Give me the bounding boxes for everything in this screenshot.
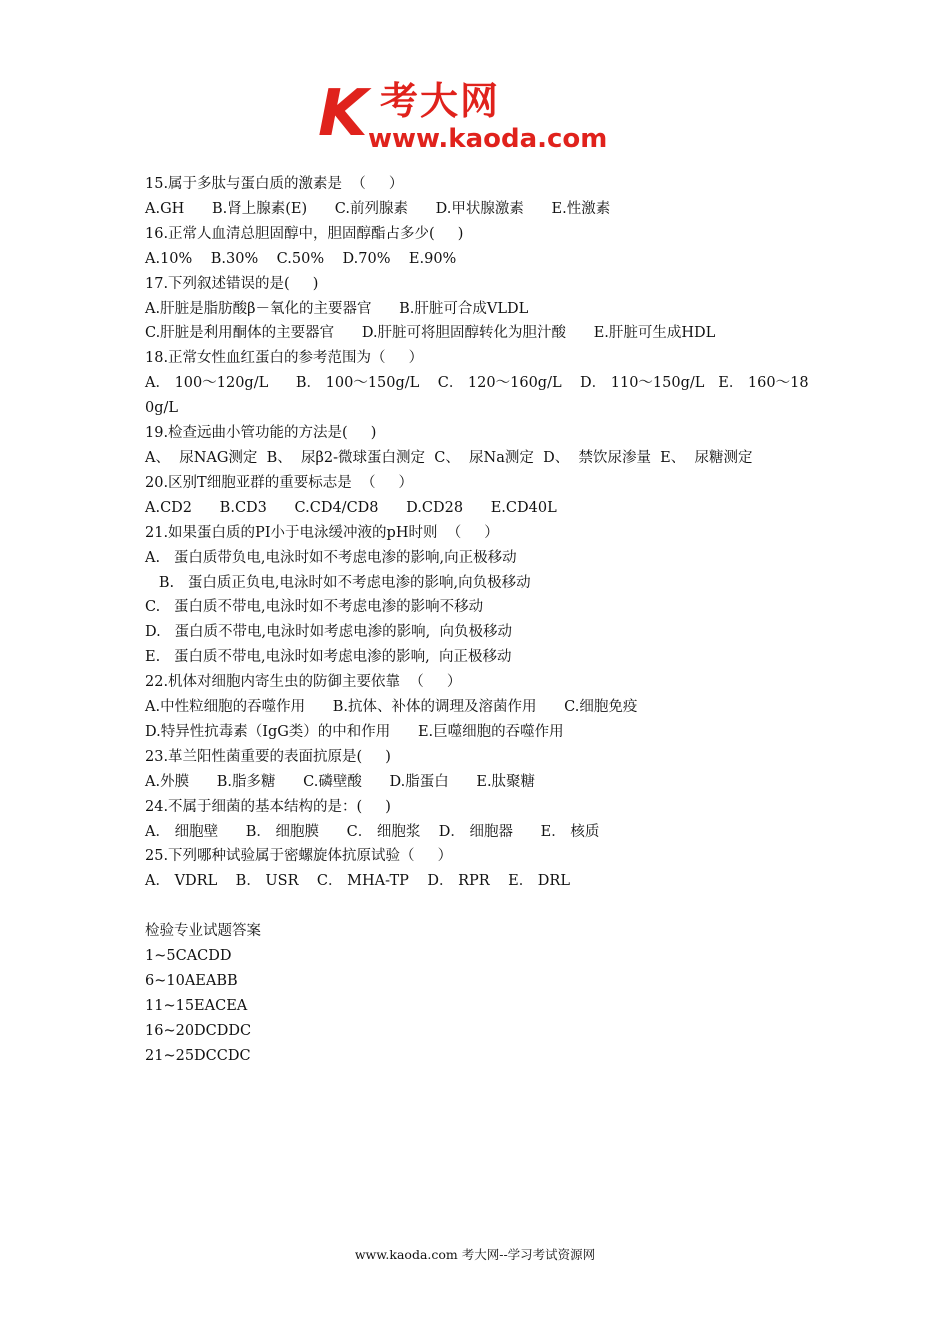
question-stem: 25.下列哪种试验属于密螺旋体抗原试验（ ）	[145, 848, 453, 865]
question-stem: 20.区别T细胞亚群的重要标志是 （ ）	[145, 474, 413, 491]
question-stem: 16.正常人血清总胆固醇中，胆固醇酯占多少( )	[145, 225, 464, 242]
question-options: B. 蛋白质正负电,电泳时如不考虑电渗的影响,向负极移动	[145, 574, 531, 591]
question-stem: 24.不属于细菌的基本结构的是：( )	[145, 798, 391, 815]
question-options: A.外膜 B.脂多糖 C.磷壁酸 D.脂蛋白 E.肽聚糖	[145, 773, 536, 790]
logo-url: www.kaoda.com	[368, 124, 608, 154]
question-options: C.肝脏是利用酮体的主要器官 D.肝脏可将胆固醇转化为胆汁酸 E.肝脏可生成HDL	[145, 325, 716, 342]
section-gap	[145, 894, 810, 919]
exam-content	[145, 172, 810, 1069]
question-options: E. 蛋白质不带电,电泳时如考虑电渗的影响, 向正极移动	[145, 649, 512, 666]
question-options: C. 蛋白质不带电,电泳时如不考虑电渗的影响不移动	[145, 599, 484, 616]
question-options: A.GH B.肾上腺素(E) C.前列腺素 D.甲状腺激素 E.性激素	[145, 200, 611, 217]
question-options: A、 尿NAG测定 B、 尿β2-微球蛋白测定 C、 尿Na测定 D、 禁饮尿渗量 E、 尿糖测定	[145, 449, 753, 466]
question-stem: 23.革兰阳性菌重要的表面抗原是( )	[145, 748, 391, 765]
question-stem: 22.机体对细胞内寄生虫的防御主要依靠 （ ）	[145, 674, 462, 691]
answer-list	[145, 944, 810, 1069]
answer-line: 16~20DCDDC	[145, 1022, 252, 1039]
answer-line: 11~15EACEA	[145, 997, 248, 1014]
logo-site-name: 考大网	[380, 79, 501, 123]
kaoda-logo	[318, 77, 638, 160]
answers-title: 检验专业试题答案	[145, 923, 261, 940]
question-options: A.CD2 B.CD3 C.CD4/CD8 D.CD28 E.CD40L	[145, 499, 557, 516]
question-options: D.特异性抗毒素（IgG类）的中和作用 E.巨噬细胞的吞噬作用	[145, 723, 564, 740]
logo-k-mark: K	[318, 77, 368, 151]
question-options: A． VDRL B． USR C． MHA-TP D． RPR E． DRL	[145, 873, 570, 890]
question-options: A.10% B.30% C.50% D.70% E.90%	[145, 250, 457, 267]
answer-line: 1~5CACDD	[145, 948, 232, 965]
question-options: A． 细胞壁 B． 细胞膜 C． 细胞浆 D． 细胞器 E． 核质	[145, 823, 600, 840]
question-list	[145, 172, 810, 894]
answer-line: 21~25DCCDC	[145, 1047, 251, 1064]
question-stem: 15.属于多肽与蛋白质的激素是 （ ）	[145, 176, 404, 192]
question-options: A. 蛋白质带负电,电泳时如不考虑电渗的影响,向正极移动	[145, 549, 517, 566]
question-options: D. 蛋白质不带电,电泳时如考虑电渗的影响, 向负极移动	[145, 624, 512, 641]
question-options: A． 100～120g/L B． 100～150g/L C． 120～160g/L D． 110～150g/L E． 160～180g/L	[145, 375, 809, 417]
question-options: A.中性粒细胞的吞噬作用 B.抗体、补体的调理及溶菌作用 C.细胞免疫	[145, 699, 638, 716]
question-stem: 19.检查远曲小管功能的方法是( )	[145, 425, 377, 442]
page-footer: www.kaoda.com 考大网--学习考试资源网	[354, 1247, 596, 1262]
question-options: A.肝脏是脂肪酸β－氧化的主要器官 B.肝脏可合成VLDL	[145, 300, 529, 317]
question-stem: 17.下列叙述错误的是( )	[145, 275, 319, 292]
answer-line: 6~10AEABB	[145, 972, 238, 989]
question-stem: 18.正常女性血红蛋白的参考范围为（ ）	[145, 350, 424, 367]
question-stem: 21.如果蛋白质的PI小于电泳缓冲液的pH时则 （ ）	[145, 524, 499, 541]
